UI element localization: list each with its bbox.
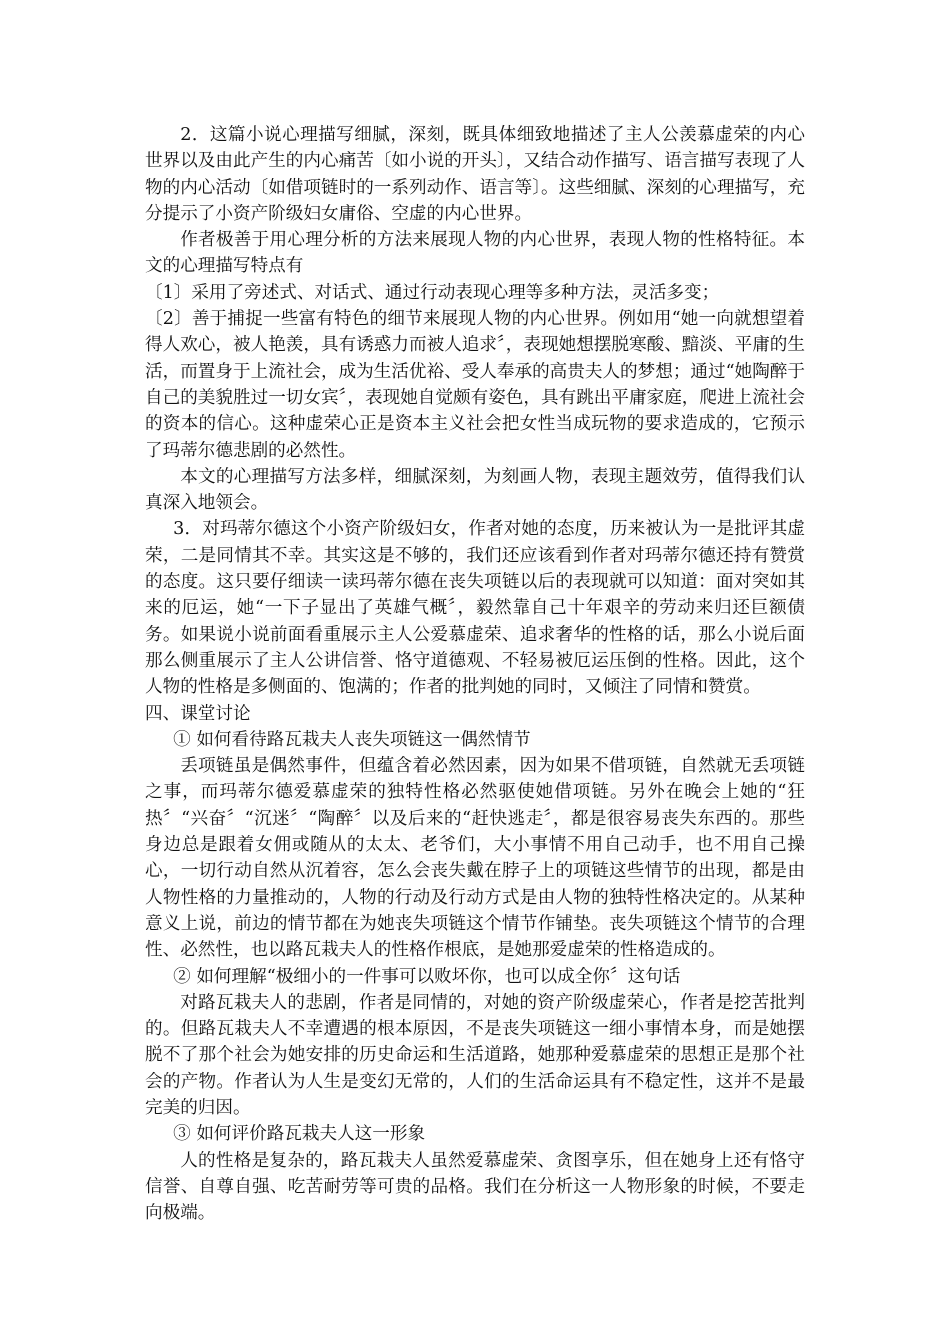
paragraph-summary: 本文的心理描写方法多样，细腻深刻，为刻画人物，表现主题效劳，值得我们认真深入地领会。 <box>145 466 805 514</box>
discussion-question-2: ② 如何理解“极细小的一件事可以败坏你，也可以成全你〞这句话 <box>173 966 681 987</box>
discussion-question-3: ③ 如何评价路瓦栽夫人这一形象 <box>173 1124 426 1145</box>
paragraph-author-attitude: 3．对玛蒂尔德这个小资产阶级妇女，作者对她的态度，历来被认为一是批评其虚荣，二是同情其不幸。其实这是不够的，我们还应该看到作者对玛蒂尔德还持有赞赏的态度。这只要仔细读一读玛蒂尔德在丧失项链以后的表现就可以知道：面对突如其来的厄运，她“一下子显出了英雄气概〞，毅然靠自己十年艰辛的劳动来归还巨额债务。如果说小说前面看重展示主人公爱慕虚荣、追求奢华的性格的话，那么小说后面那么侧重展示了主人公讲信誉、恪守道德观、不轻易被厄运压倒的性格。因此，这个人物的性格是多侧面的、饱满的；作者的批判她的同时，又倾注了同情和赞赏。 <box>145 519 805 698</box>
paragraph-feature-2: 〔2〕善于捕捉一些富有特色的细节来展现人物的内心世界。例如用“她一向就想望着得人欢心，被人艳羡，具有诱惑力而被人追求〞，表现她想摆脱寒酸、黯淡、平庸的生活，而置身于上流社会，成为生活优裕、受人奉承的高贵夫人的梦想；通过“她陶醉于自己的美貌胜过一切女宾〞，表现她自觉颇有姿色，具有跳出平庸家庭，爬进上流社会的资本的信心。这种虚荣心正是资本主义社会把女性当成玩物的要求造成的，它预示了玛蒂尔德悲剧的必然性。 <box>145 309 805 461</box>
discussion-answer-3: 人的性格是复杂的，路瓦栽夫人虽然爱慕虚荣、贪图享乐，但在她身上还有恪守信誉、自尊自强、吃苦耐劳等可贵的品格。我们在分析这一人物形象的时候，不要走向极端。 <box>145 1150 805 1224</box>
paragraph-psychological-analysis: 作者极善于用心理分析的方法来展现人物的内心世界，表现人物的性格特征。本文的心理描写特点有 <box>145 230 805 277</box>
discussion-question-1: ① 如何看待路瓦栽夫人丧失项链这一偶然情节 <box>173 729 531 750</box>
paragraph-psychology-description: 2．这篇小说心理描写细腻，深刻，既具体细致地描述了主人公羡慕虚荣的内心世界以及由此产生的内心痛苦〔如小说的开头〕，又结合动作描写、语言描写表现了人物的内心活动〔如借项链时的一系列动作、语言等〕。这些细腻、深刻的心理描写，充分提示了小资产阶级妇女庸俗、空虚的内心世界。 <box>145 125 805 224</box>
paragraph-feature-1: 〔1〕采用了旁述式、对话式、通过行动表现心理等多种方法，灵活多变； <box>145 282 720 303</box>
document-page <box>145 122 805 1226</box>
discussion-answer-2: 对路瓦栽夫人的悲剧，作者是同情的，对她的资产阶级虚荣心，作者是挖苦批判的。但路瓦栽夫人不幸遭遇的根本原因，不是丧失项链这一细小事情本身，而是她摆脱不了那个社会为她安排的历史命运和生活道路，她那种爱慕虚荣的思想正是那个社会的产物。作者认为人生是变幻无常的，人们的生活命运具有不稳定性，这并不是最完美的归因。 <box>145 992 805 1118</box>
section-heading-class-discussion: 四、课堂讨论 <box>145 703 251 724</box>
discussion-answer-1: 丢项链虽是偶然事件，但蕴含着必然因素，因为如果不借项链，自然就无丢项链之事，而玛蒂尔德爱慕虚荣的独特性格必然驱使她借项链。另外在晚会上她的“狂热〞“兴奋〞“沉迷〞“陶醉〞以及后来的“赶快逃走〞，都是很容易丧失东西的。那些身边总是跟着女佣或随从的太太、老爷们，大小事情不用自己动手，也不用自己操心，一切行动自然从沉着容，怎么会丧失戴在脖子上的项链这些情节的出现，都是由人物性格的力量推动的，人物的行动及行动方式是由人物的独特性格决定的。从某种意义上说，前边的情节都在为她丧失项链这个情节作铺垫。丧失项链这个情节的合理性、必然性，也以路瓦栽夫人的性格作根底，是她那爱虚荣的性格造成的。 <box>145 756 805 961</box>
